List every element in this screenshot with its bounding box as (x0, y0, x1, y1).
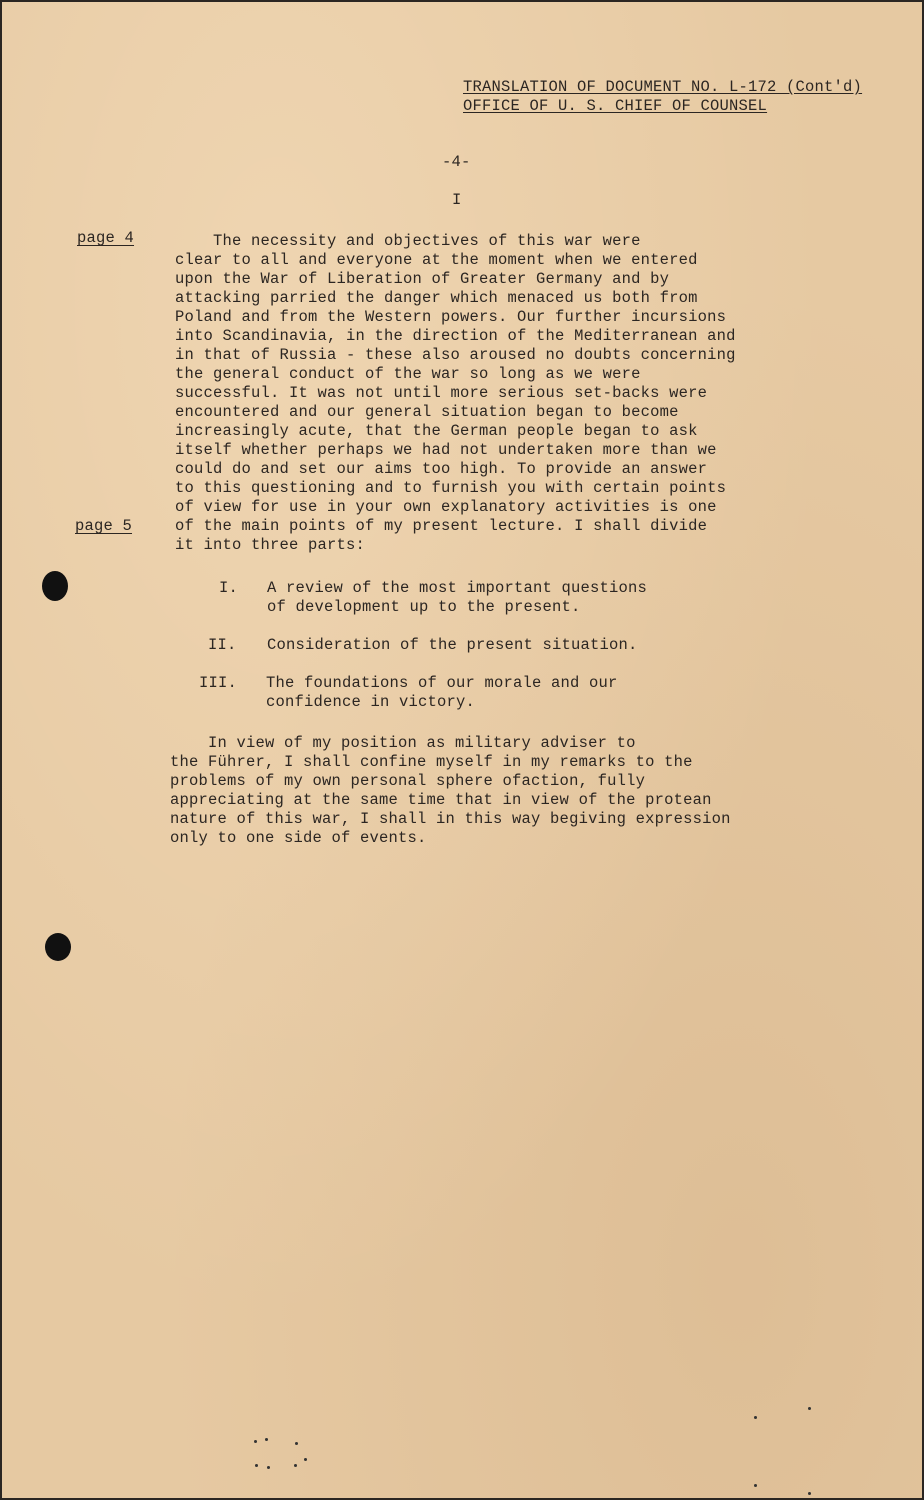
paragraph-line: the Führer, I shall confine myself in my remarks to the (170, 753, 693, 771)
paragraph-line: successful. It was not until more serious set-backs were (175, 384, 708, 402)
paragraph-line: only to one side of events. (170, 829, 427, 847)
list-item-1-line-1: A review of the most important questions (267, 579, 648, 597)
paragraph-line: the general conduct of the war so long as we were (175, 365, 641, 383)
paper-speck (295, 1442, 298, 1445)
paper-speck (294, 1464, 297, 1467)
paragraph-line: clear to all and everyone at the moment when we entered (175, 251, 698, 269)
paragraph-line: attacking parried the danger which menaced us both from (175, 289, 698, 307)
header-office-line: OFFICE OF U. S. CHIEF OF COUNSEL (463, 97, 768, 115)
paragraph-position (170, 734, 731, 848)
margin-note-page-5: page 5 (75, 517, 133, 535)
list-item-1-line-2: of development up to the present. (267, 598, 581, 616)
list-item-3-line-2: confidence in victory. (266, 693, 476, 711)
paper-speck (754, 1416, 757, 1419)
paper-speck (304, 1458, 307, 1461)
paper-speck (265, 1438, 268, 1441)
punch-hole-upper (42, 571, 68, 601)
paragraph-line: upon the War of Liberation of Greater Germany and by (175, 270, 670, 288)
paragraph-line: In view of my position as military adviser to (170, 734, 636, 752)
list-numeral-2: II. (208, 636, 237, 654)
paper-speck (808, 1407, 811, 1410)
list-item-3-line-1: The foundations of our morale and our (266, 674, 618, 692)
paper-speck (808, 1492, 811, 1495)
paragraph-line: appreciating at the same time that in view of the protean (170, 791, 712, 809)
paragraph-line: increasingly acute, that the German people began to ask (175, 422, 698, 440)
paragraph-line: of the main points of my present lecture. I shall divide (175, 517, 708, 535)
page-number: -4- (442, 153, 471, 171)
list-item-2-line-1: Consideration of the present situation. (267, 636, 638, 654)
paragraph-line: into Scandinavia, in the direction of the Mediterranean and (175, 327, 736, 345)
paragraph-line: nature of this war, I shall in this way begiving expression (170, 810, 731, 828)
paragraph-introduction (175, 232, 736, 555)
paragraph-line: Poland and from the Western powers. Our further incursions (175, 308, 727, 326)
list-numeral-1: I. (219, 579, 239, 597)
section-numeral: I (452, 191, 462, 209)
paragraph-line: could do and set our aims too high. To provide an answer (175, 460, 708, 478)
paragraph-line: problems of my own personal sphere ofaction, fully (170, 772, 646, 790)
header-translation-line: TRANSLATION OF DOCUMENT NO. L-172 (Cont'd) (463, 78, 863, 96)
paragraph-line: it into three parts: (175, 536, 366, 554)
paper-speck (255, 1464, 258, 1467)
paragraph-line: of view for use in your own explanatory activities is one (175, 498, 717, 516)
punch-hole-lower (45, 933, 71, 961)
paragraph-line: encountered and our general situation began to become (175, 403, 679, 421)
paragraph-line: in that of Russia - these also aroused no doubts concerning (175, 346, 736, 364)
paper-speck (254, 1440, 257, 1443)
margin-note-page-4: page 4 (77, 229, 135, 247)
list-numeral-3: III. (199, 674, 238, 692)
paragraph-line: to this questioning and to furnish you with certain points (175, 479, 727, 497)
paragraph-line: itself whether perhaps we had not undertaken more than we (175, 441, 717, 459)
paper-speck (754, 1484, 757, 1487)
paper-speck (267, 1466, 270, 1469)
paragraph-line: The necessity and objectives of this war were (175, 232, 641, 250)
